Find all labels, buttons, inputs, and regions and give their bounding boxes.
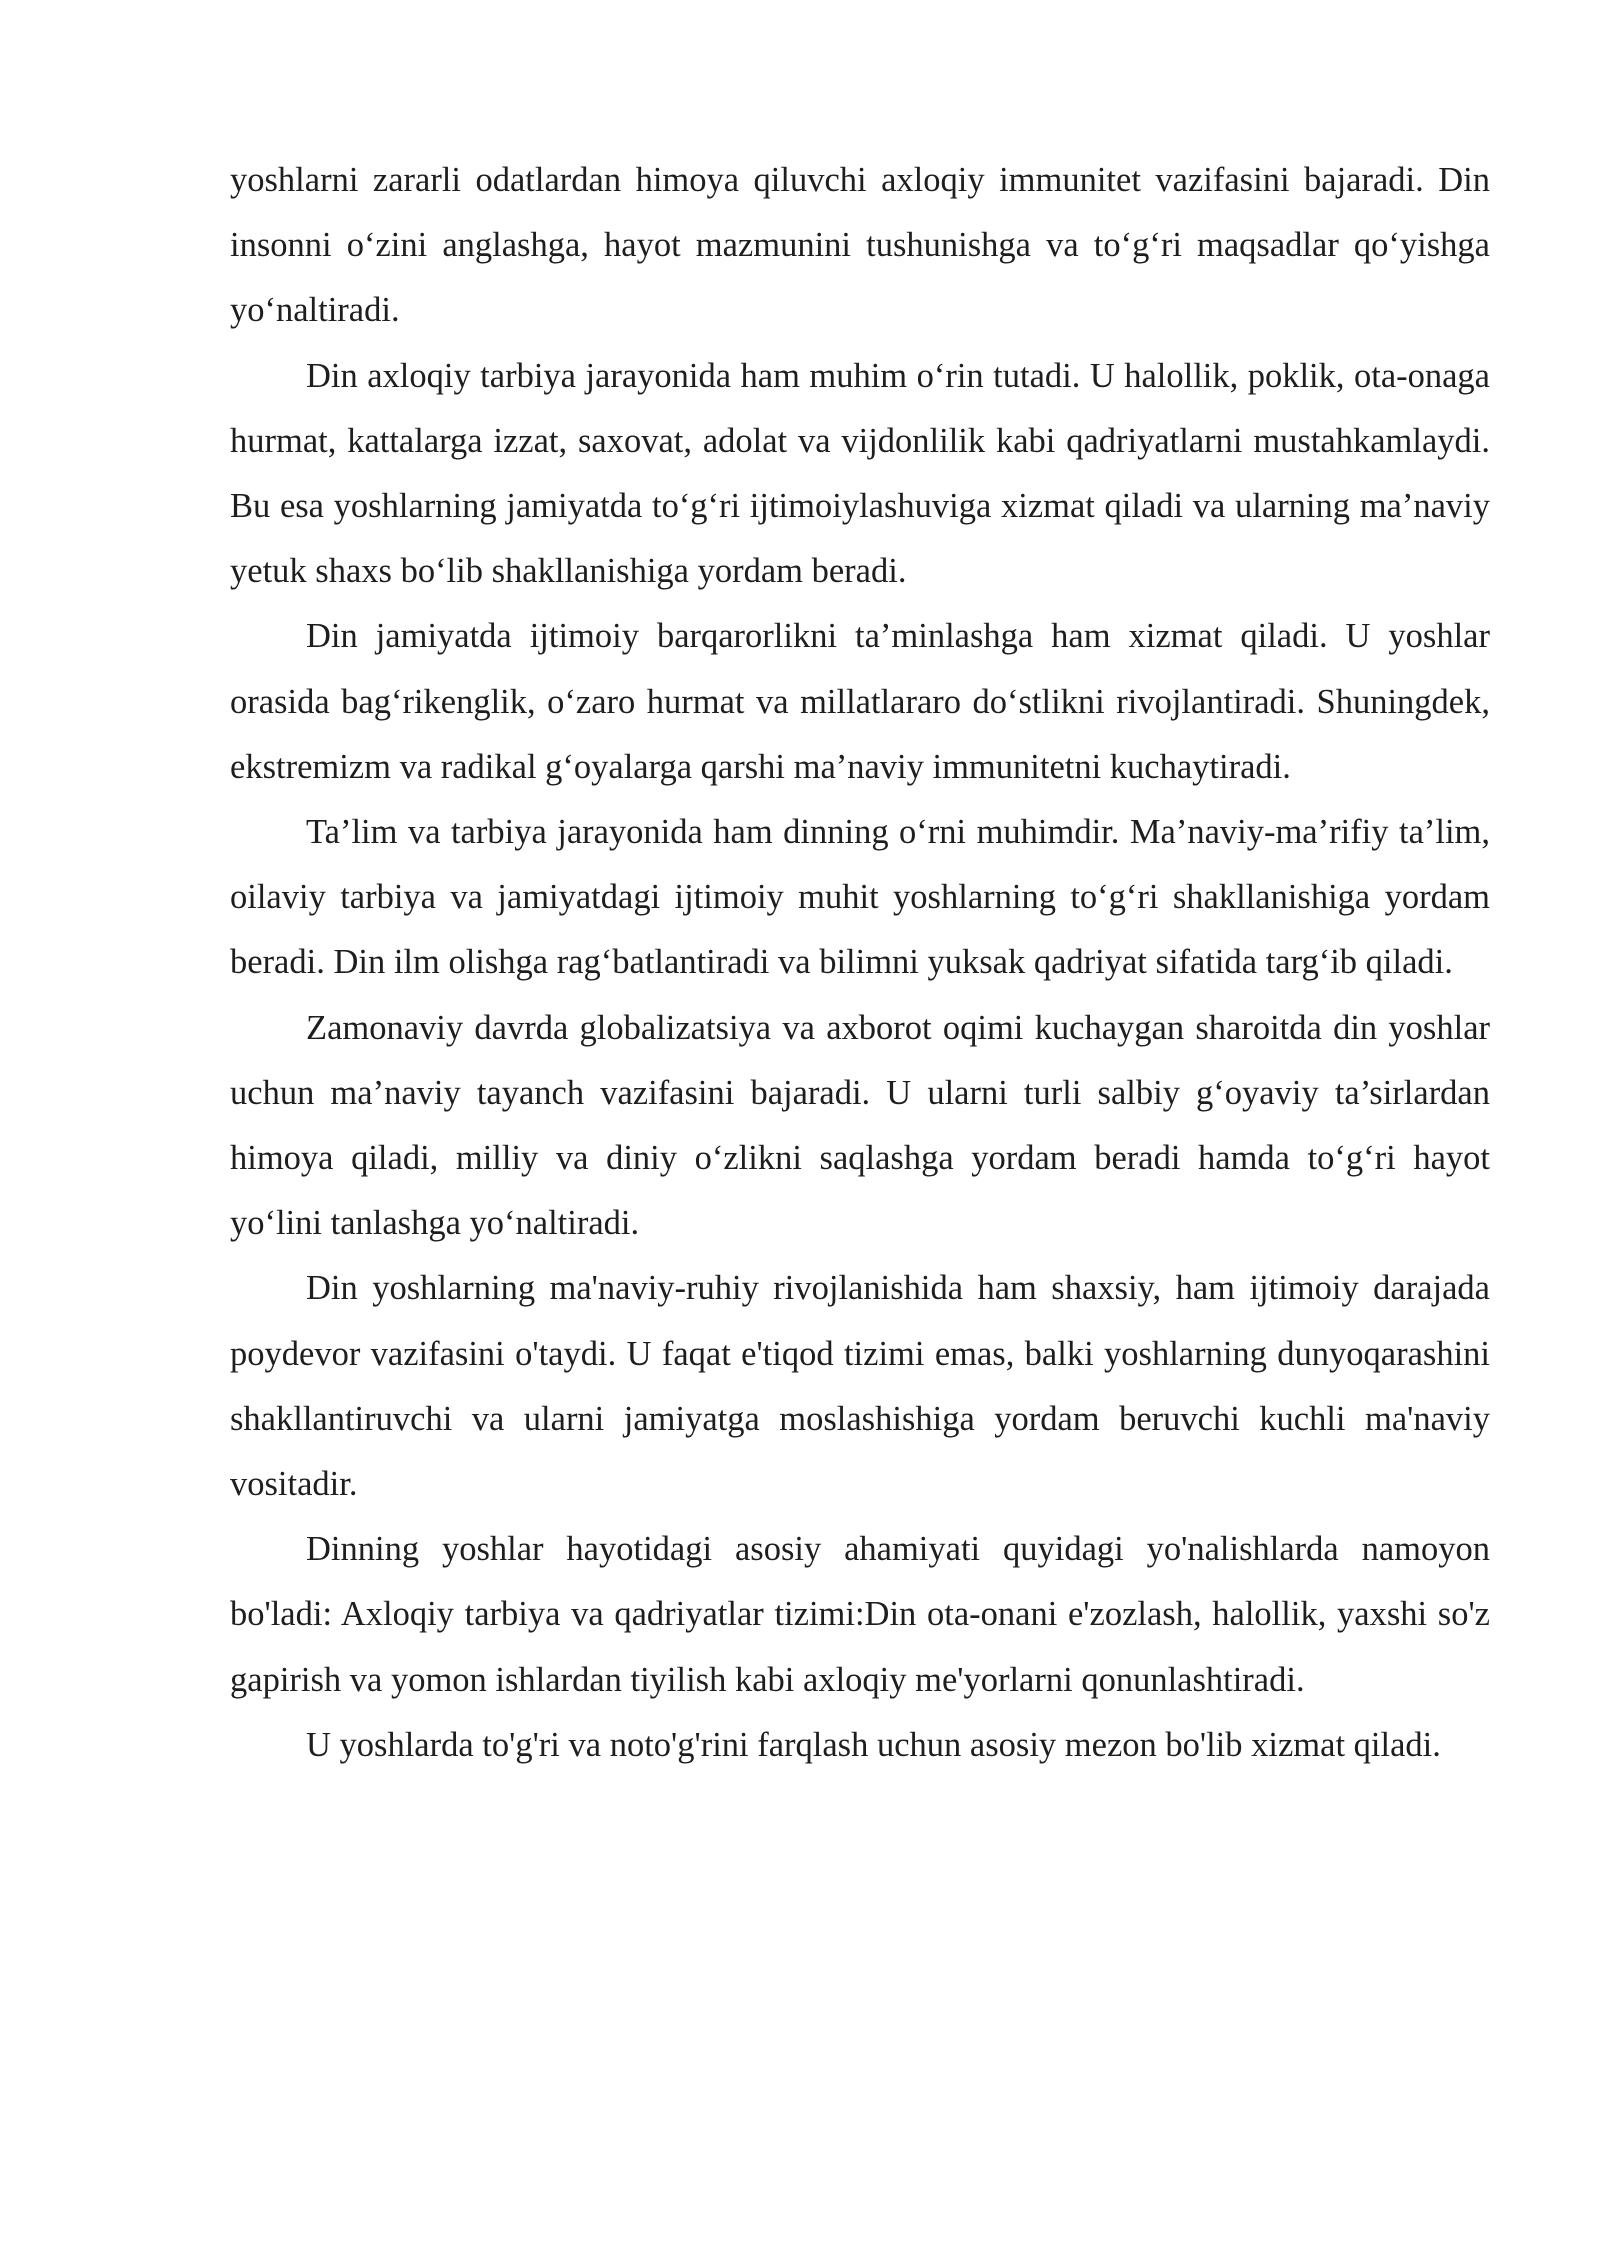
- paragraph-8: U yoshlarda to'g'ri va noto'g'rini farqlash uchun asosiy mezon bo'lib xizmat qiladi.: [306, 1725, 1441, 1764]
- paragraph-7: Dinning yoshlar hayotidagi asosiy ahamiyati quyidagi yo'nalishlarda namoyon bo'ladi: Axloqiy tarbiya va qadriyatlar tizimi:Din ota-onani e'zozlash, halollik, yaxshi so'z gapirish va yomon ishlardan tiyilish kabi axloqiy me'yorlarni qonunlashtiradi.: [230, 1530, 1490, 1699]
- paragraph-6: Din yoshlarning ma'naviy-ruhiy rivojlanishida ham shaxsiy, ham ijtimoiy darajada poydevor vazifasini o'taydi. U faqat e'tiqod tizimi emas, balki yoshlarning dunyoqarashini shakllantiruvchi va ularni jamiyatga moslashishiga yordam beruvchi kuchli ma'naviy vositadir.: [230, 1269, 1490, 1504]
- paragraph-2: Din axloqiy tarbiya jarayonida ham muhim o‘rin tutadi. U halollik, poklik, ota-onaga hurmat, kattalarga izzat, saxovat, adolat va vijdonlilik kabi qadriyatlarni mustahkamlaydi. Bu esa yoshlarning jamiyatda to‘g‘ri ijtimoiylashuviga xizmat qiladi va ularning ma’naviy yetuk shaxs bo‘lib shakllanishiga yordam beradi.: [230, 356, 1490, 591]
- paragraph-4: Ta’lim va tarbiya jarayonida ham dinning o‘rni muhimdir. Ma’naviy-ma’rifiy ta’lim, oilaviy tarbiya va jamiyatdagi ijtimoiy muhit yoshlarning to‘g‘ri shakllanishiga yordam beradi. Din ilm olishga rag‘batlantiradi va bilimni yuksak qadriyat sifatida targ‘ib qiladi.: [230, 813, 1490, 982]
- paragraph-5: Zamonaviy davrda globalizatsiya va axborot oqimi kuchaygan sharoitda din yoshlar uchun ma’naviy tayanch vazifasini bajaradi. U ularni turli salbiy g‘oyaviy ta’sirlardan himoya qiladi, milliy va diniy o‘zlikni saqlashga yordam beradi hamda to‘g‘ri hayot yo‘lini tanlashga yo‘naltiradi.: [230, 1008, 1490, 1243]
- paragraph-1: yoshlarni zararli odatlardan himoya qiluvchi axloqiy immunitet vazifasini bajaradi. Din insonni o‘zini anglashga, hayot mazmunini tushunishga va to‘g‘ri maqsadlar qo‘yishga yo‘naltiradi.: [230, 161, 1490, 330]
- document-body: [230, 148, 1490, 1778]
- paragraph-3: Din jamiyatda ijtimoiy barqarorlikni ta’minlashga ham xizmat qiladi. U yoshlar orasida bag‘rikenglik, o‘zaro hurmat va millatlararo do‘stlikni rivojlantiradi. Shuningdek, ekstremizm va radikal g‘oyalarga qarshi ma’naviy immunitetni kuchaytiradi.: [230, 617, 1490, 786]
